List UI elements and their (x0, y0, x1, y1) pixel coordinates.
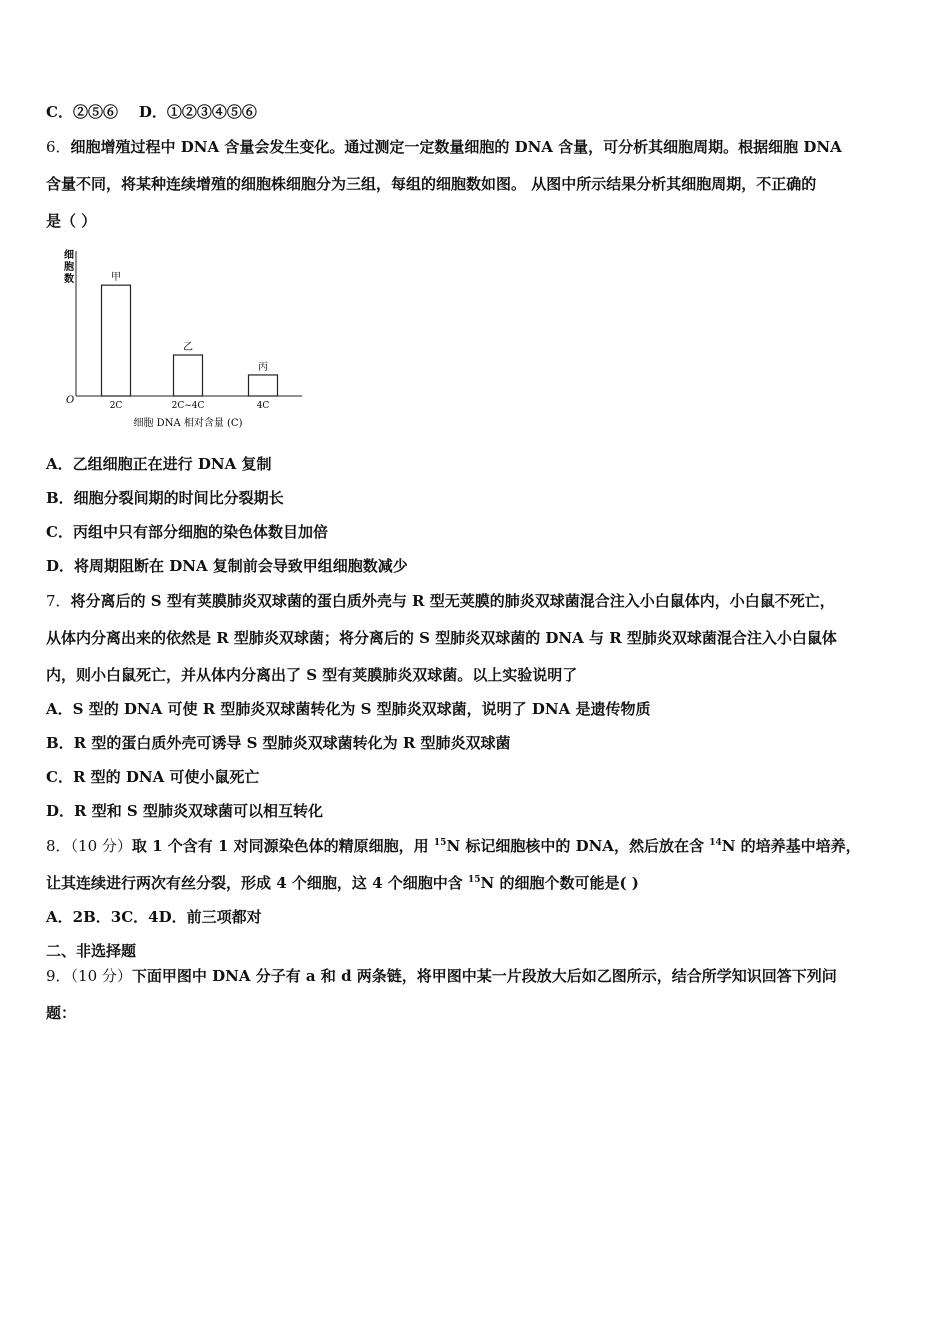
bar-label-jia: 甲 (111, 272, 121, 284)
bar-jia (102, 285, 131, 396)
q9-line1 (46, 966, 837, 986)
q6-number: 6． (46, 138, 71, 156)
q8-sup-15: 15 (433, 838, 447, 848)
option-c: C．②⑤⑥ (46, 103, 118, 121)
y-axis-label-1: 细 (64, 250, 74, 261)
q8-line1 (46, 836, 861, 856)
q9-score: （10 分） (70, 967, 132, 985)
q6-option-a: A．乙组细胞正在进行 DNA 复制 (46, 455, 272, 473)
cell-dna-bar-chart (56, 243, 326, 433)
q8-sup-14: 14 (709, 838, 722, 848)
q7-text-1: 将分离后的 S 型有荚膜肺炎双球菌的蛋白质外壳与 R 型无荚膜的肺炎双球菌混合注入小白鼠体内，小白鼠不死亡， (70, 592, 835, 610)
q8-text-1b: N 标记细胞核中的 DNA，然后放在含 (446, 837, 710, 855)
q8-options: A．2B．3C．4D．前三项都对 (46, 908, 262, 926)
q6-text-1: 细胞增殖过程中 DNA 含量会发生变化。通过测定一定数量细胞的 DNA 含量，可分析其细胞周期。根据细胞 DNA (70, 138, 842, 156)
q6-line2: 含量不同，将某种连续增殖的细胞株细胞分为三组，每组的细胞数如图。 从图中所示结果分析其细胞周期，不正确的 (46, 175, 817, 193)
bar-yi (174, 355, 203, 396)
x-tick-4c: 4C (256, 401, 270, 411)
q8-text-1a: 取 1 个含有 1 对同源染色体的精原细胞，用 (131, 837, 434, 855)
q7-line2: 从体内分离出来的依然是 R 型肺炎双球菌；将分离后的 S 型肺炎双球菌的 DNA 与 R 型肺炎双球菌混合注入小白鼠体 (46, 629, 837, 647)
q9-text-1: 下面甲图中 DNA 分子有 a 和 d 两条链，将甲图中某一片段放大后如乙图所示，结合所学知识回答下列问 (131, 967, 837, 985)
q8-text-2a: 让其连续进行两次有丝分裂，形成 4 个细胞，这 4 个细胞中含 (46, 874, 468, 892)
q9-number: 9． (46, 967, 71, 985)
x-tick-2c: 2C (109, 401, 123, 411)
q6-option-d: D．将周期阻断在 DNA 复制前会导致甲组细胞数减少 (46, 557, 408, 575)
y-axis-label-2: 胞 (64, 262, 74, 273)
q7-option-b: B．R 型的蛋白质外壳可诱导 S 型肺炎双球菌转化为 R 型肺炎双球菌 (46, 734, 511, 752)
bar-label-yi: 乙 (183, 341, 193, 353)
q7-number: 7． (46, 592, 71, 610)
q7-option-a: A．S 型的 DNA 可使 R 型肺炎双球菌转化为 S 型肺炎双球菌，说明了 DNA 是遗传物质 (46, 700, 651, 718)
q7-line1 (46, 591, 835, 611)
q6-line1 (46, 137, 842, 157)
x-tick-2c-4c: 2C~4C (171, 401, 205, 411)
y-axis-label-3: 数 (64, 274, 74, 285)
origin-label: O (66, 395, 75, 406)
bar-label-bing: 丙 (258, 361, 268, 373)
q8-score: （10 分） (70, 837, 132, 855)
x-axis-title: 细胞 DNA 相对含量 (C) (133, 418, 243, 429)
option-d: D．①②③④⑤⑥ (138, 103, 257, 121)
q6-option-c: C．丙组中只有部分细胞的染色体数目加倍 (46, 523, 328, 541)
q7-option-d: D．R 型和 S 型肺炎双球菌可以相互转化 (46, 802, 323, 820)
prev-options-line (46, 102, 257, 122)
q6-option-b: B．细胞分裂间期的时间比分裂期长 (46, 489, 284, 507)
q9-line2: 题： (46, 1004, 77, 1022)
q8-number: 8． (46, 837, 71, 855)
q8-text-2b: N 的细胞个数可能是( ) (480, 874, 639, 892)
section-heading: 二、非选择题 (46, 942, 137, 960)
q8-sup-15b: 15 (468, 875, 481, 885)
q8-line2 (46, 873, 639, 893)
q7-option-c: C．R 型的 DNA 可使小鼠死亡 (46, 768, 260, 786)
q7-line3: 内，则小白鼠死亡，并从体内分离出了 S 型有荚膜肺炎双球菌。以上实验说明了 (46, 666, 578, 684)
q6-line3: 是（ ） (46, 212, 97, 230)
q8-text-1c: N 的培养基中培养， (721, 837, 861, 855)
bar-bing (249, 375, 278, 396)
